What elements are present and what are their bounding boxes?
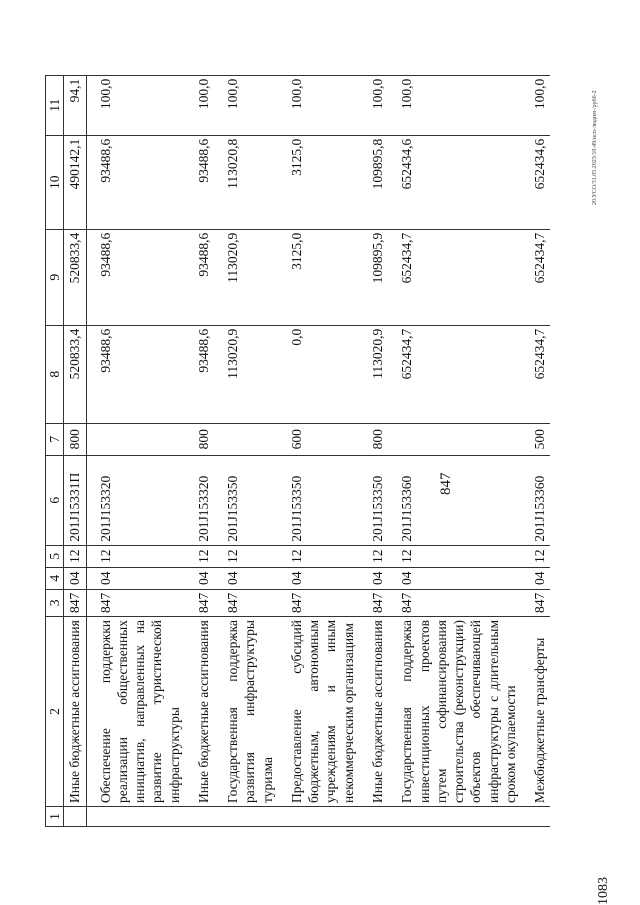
table-row (185, 75, 214, 826)
column-header: 10 (46, 135, 64, 229)
cell-c11: 100,0 (521, 75, 550, 135)
cell-c7: 600 (278, 423, 359, 455)
column-header: 9 (46, 229, 64, 325)
cell-c5: 12 (521, 545, 550, 567)
cell-c9: 652434,7 (388, 229, 521, 325)
cell-c7 (214, 423, 278, 455)
table-row (359, 75, 388, 826)
cell-c7: 800 (64, 423, 86, 455)
document-stamp: 20.УСО/31.05.2023/10:49/исп-/вадим-/рр66-2 (592, 90, 598, 205)
cell-c11: 100,0 (185, 75, 214, 135)
cell-c3: 847 (64, 589, 86, 616)
row-name: Иные бюджетные ассигнования (185, 617, 214, 807)
cell-c6: 201J15331П (64, 455, 86, 545)
row-name: Межбюджетные трансферты (521, 617, 550, 807)
cell-c10: 93488,6 (86, 135, 185, 229)
cell-c8: 113020,9 (359, 325, 388, 423)
cell-c8: 113020,9 (214, 325, 278, 423)
column-header: 8 (46, 325, 64, 423)
cell-c7 (388, 423, 521, 455)
table-row (278, 75, 359, 826)
cell-c6: 201J153320 (185, 455, 214, 545)
table-header-row (46, 75, 64, 826)
cell-c5: 12 (359, 545, 388, 567)
table-row (86, 75, 185, 826)
cell-c5: 12 (388, 545, 521, 567)
table-row (521, 75, 550, 826)
column-header: 6 (46, 455, 64, 545)
cell-c5: 12 (278, 545, 359, 567)
cell-c3: 847 (86, 589, 185, 616)
cell-c4: 04 (86, 567, 185, 589)
cell-c7: 800 (185, 423, 214, 455)
cell-c10: 490142,1 (64, 135, 86, 229)
cell-c11: 100,0 (278, 75, 359, 135)
cell-c6: 201J153320 (86, 455, 185, 545)
cell-c5: 12 (214, 545, 278, 567)
cell-c7: 500 (521, 423, 550, 455)
cell-c5: 12 (86, 545, 185, 567)
column-header: 3 (46, 589, 64, 616)
cell-c6: 201J153350 (214, 455, 278, 545)
row-name: Иные бюджетные ассигнования (64, 617, 86, 807)
cell-c3: 847 (278, 589, 359, 616)
column-header: 1 (46, 807, 64, 827)
column-header: 2 (46, 617, 64, 807)
cell-c8: 0,0 (278, 325, 359, 423)
cell-c11: 100,0 (214, 75, 278, 135)
cell-c6: 201J153360 (521, 455, 550, 545)
cell-c9: 520833,4 (64, 229, 86, 325)
cell-c3: 847 (359, 589, 388, 616)
column-header: 5 (46, 545, 64, 567)
cell-c3: 847 (388, 589, 521, 616)
cell-c11: 100,0 (86, 75, 185, 135)
cell-c3: 847 (521, 589, 550, 616)
cell-c9: 3125,0 (278, 229, 359, 325)
page-header-number: 847 (438, 472, 454, 495)
cell-c8: 652434,7 (388, 325, 521, 423)
table-row (214, 75, 278, 826)
cell-c6: 201J153350 (359, 455, 388, 545)
row-name: Государственная поддержка инвестиционных проектов путем софинансирования строительства (реконструкции) объектов обеспечивающей инфраструктуры с длительным сроком окупаемости (388, 617, 521, 807)
cell-c8: 652434,7 (521, 325, 550, 423)
cell-c4: 04 (64, 567, 86, 589)
cell-c7: 800 (359, 423, 388, 455)
cell-c10: 93488,6 (185, 135, 214, 229)
row-name: Предоставление субсидий бюджетным, автономным учреждениям и иным некоммерческим организациям (278, 617, 359, 807)
cell-c11: 100,0 (359, 75, 388, 135)
column-header: 4 (46, 567, 64, 589)
page-number: 1083 (596, 877, 611, 905)
cell-c9: 93488,6 (86, 229, 185, 325)
cell-c4: 04 (185, 567, 214, 589)
cell-c4: 04 (278, 567, 359, 589)
cell-c4: 04 (521, 567, 550, 589)
cell-c10: 652434,6 (521, 135, 550, 229)
cell-c6: 201J153350 (278, 455, 359, 545)
cell-c5: 12 (185, 545, 214, 567)
cell-c8: 93488,6 (185, 325, 214, 423)
cell-c5: 12 (64, 545, 86, 567)
column-header: 7 (46, 423, 64, 455)
budget-table (45, 75, 550, 827)
table-row (388, 75, 521, 826)
cell-c4: 04 (214, 567, 278, 589)
cell-c10: 652434,6 (388, 135, 521, 229)
row-name: Иные бюджетные ассигнования (359, 617, 388, 807)
cell-c9: 109895,9 (359, 229, 388, 325)
cell-c7 (86, 423, 185, 455)
cell-c8: 520833,4 (64, 325, 86, 423)
row-name: Обеспечение поддержки реализации общественных инициатив, направленных на развитие туристической инфраструктуры (86, 617, 185, 807)
cell-c8: 93488,6 (86, 325, 185, 423)
cell-c6: 201J153360 (388, 455, 521, 545)
cell-c11: 100,0 (388, 75, 521, 135)
cell-c9: 93488,6 (185, 229, 214, 325)
cell-c3: 847 (214, 589, 278, 616)
cell-c4: 04 (388, 567, 521, 589)
table-row (64, 75, 86, 826)
row-name: Государственная поддержка развития инфраструктуры туризма (214, 617, 278, 807)
cell-c10: 113020,8 (214, 135, 278, 229)
cell-c9: 113020,9 (214, 229, 278, 325)
cell-c10: 3125,0 (278, 135, 359, 229)
cell-c10: 109895,8 (359, 135, 388, 229)
cell-c9: 652434,7 (521, 229, 550, 325)
cell-c3: 847 (185, 589, 214, 616)
column-header: 11 (46, 75, 64, 135)
cell-c11: 94,1 (64, 75, 86, 135)
cell-c4: 04 (359, 567, 388, 589)
